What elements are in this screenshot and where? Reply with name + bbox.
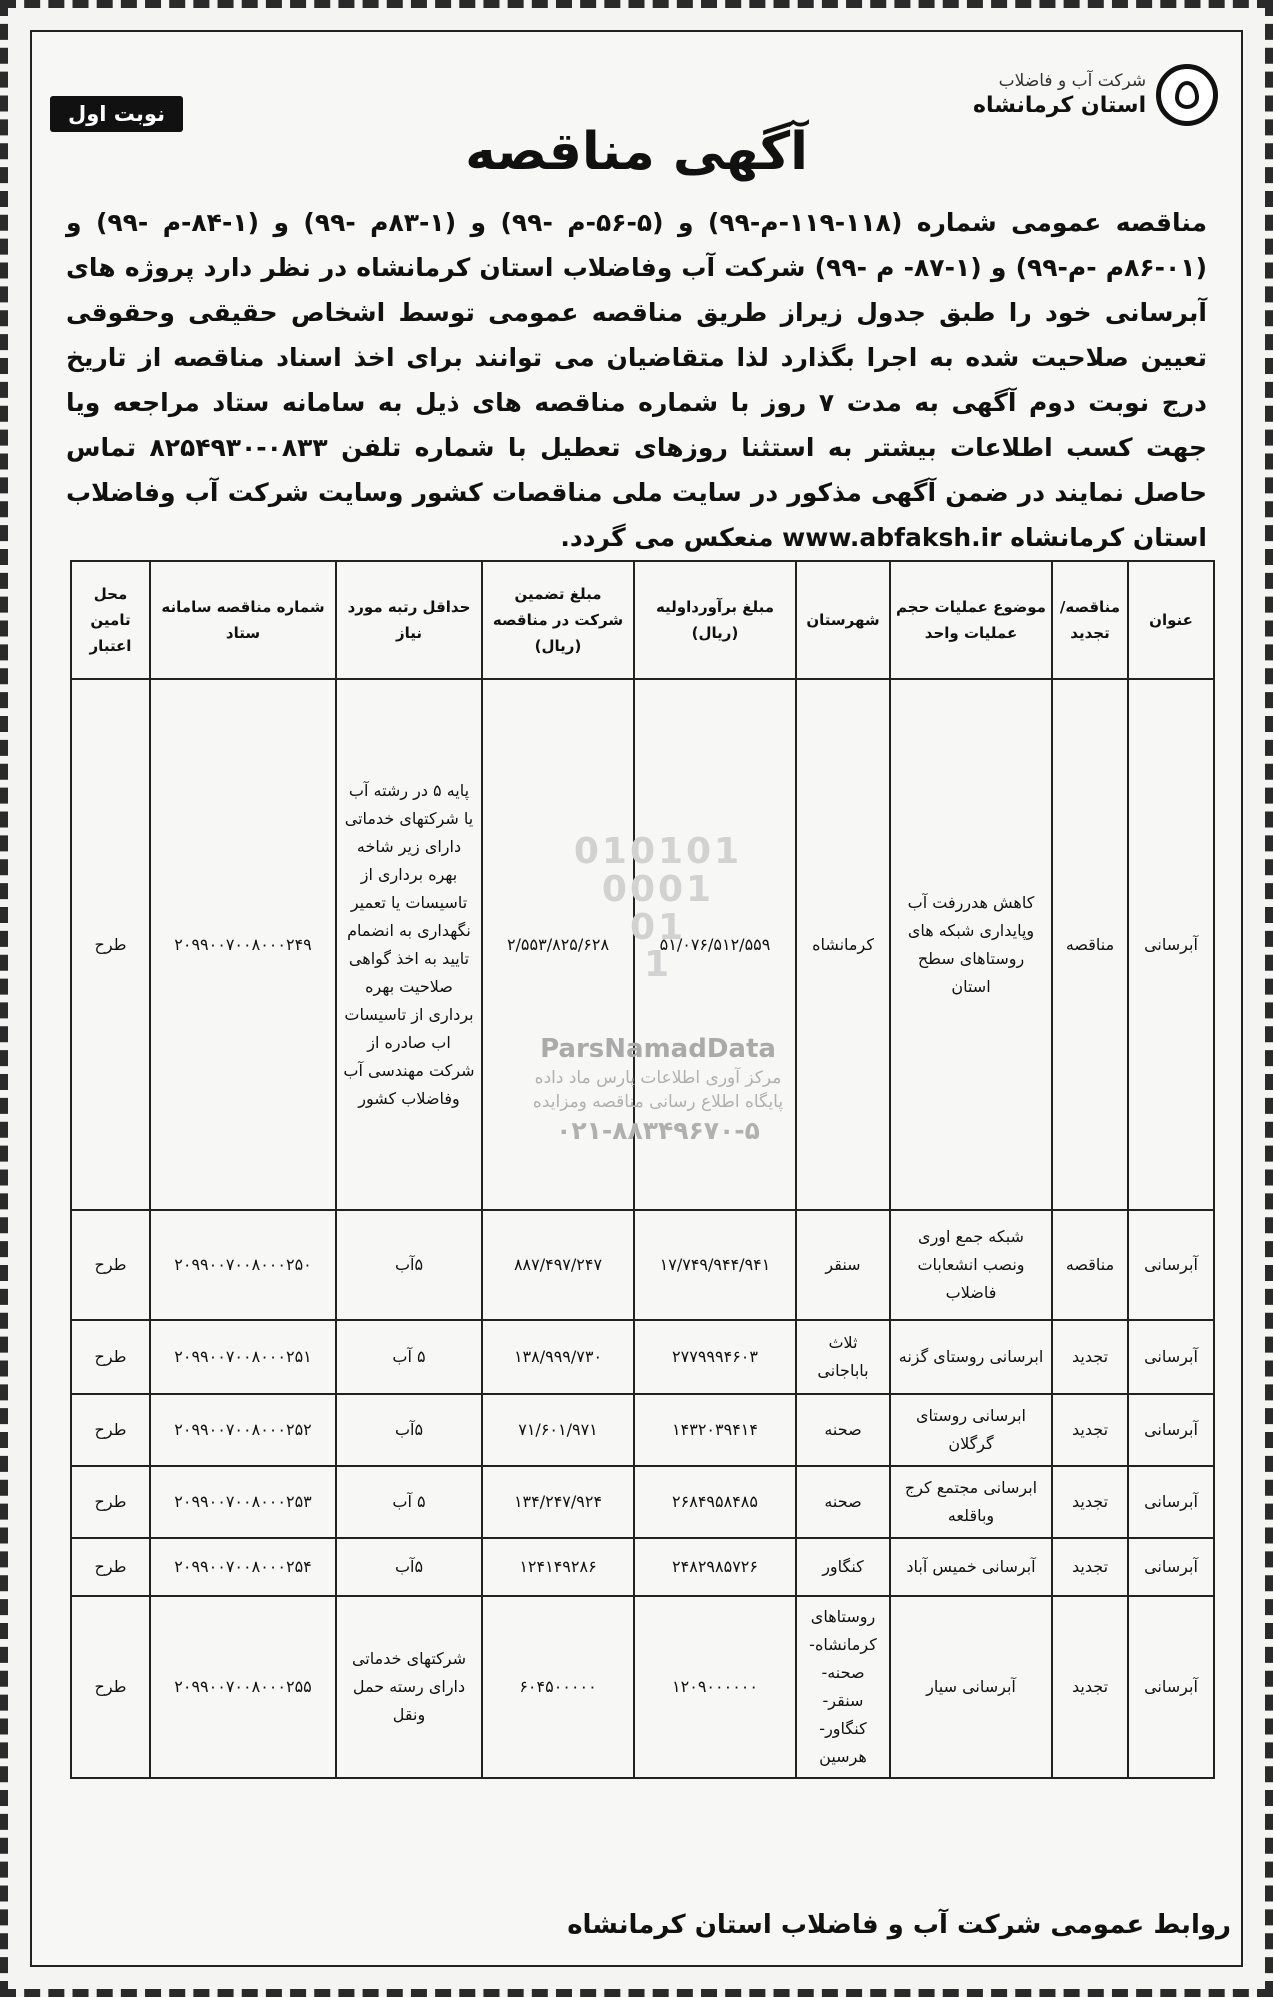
table-row [71,1320,1214,1394]
watermark-digits-4: 1 [643,944,673,986]
cell-title: آبرسانی [1128,1538,1214,1596]
cell-guarantee: ۷۱/۶۰۱/۹۷۱ [482,1394,634,1466]
cell-setad-number: ۲۰۹۹۰۰۷۰۰۸۰۰۰۲۵۱ [150,1320,336,1394]
table-header-row [71,561,1214,679]
header-subject: موضوع عملیات حجم عملیات واحد [890,561,1052,679]
company-name [973,71,1146,120]
cell-guarantee: ۱۳۴/۲۴۷/۹۲۴ [482,1466,634,1538]
cell-city: روستاهای کرمانشاه-صحنه-سنقر-کنگاور-هرسین [796,1596,890,1778]
watermark-line-1: مرکز آوری اطلاعات پارس ماد داده [534,1068,782,1089]
cell-setad-number: ۲۰۹۹۰۰۷۰۰۸۰۰۰۲۵۰ [150,1210,336,1320]
cell-title: آبرسانی [1128,1320,1214,1394]
cell-type: مناقصه [1052,679,1128,1210]
cell-type: مناقصه [1052,1210,1128,1320]
cell-grade: شرکتهای خدماتی دارای رسته حمل ونقل [336,1596,482,1778]
cell-city: صحنه [796,1394,890,1466]
company-label: شرکت آب و فاضلاب [998,70,1147,91]
cell-city: کنگاور [796,1538,890,1596]
publication-badge: نوبت اول [50,96,183,132]
cell-grade: ۵آب [336,1394,482,1466]
header-grade: حداقل رتبه مورد نیاز [336,561,482,679]
header-estimate: مبلغ برآورداولیه (ریال) [634,561,796,679]
cell-grade: ۵آب [336,1538,482,1596]
cell-grade: ۵ آب [336,1466,482,1538]
header-fund-source: محل تامین اعتبار [71,561,150,679]
cell-guarantee: ۶۰۴۵۰۰۰۰۰ [482,1596,634,1778]
cell-fund-source: طرح [71,1466,150,1538]
cell-guarantee: ۱۳۸/۹۹۹/۷۳۰ [482,1320,634,1394]
province-label: استان کرمانشاه [973,92,1147,118]
cell-subject: کاهش هدررفت آب وپایداری شبکه های روستاهای سطح استان [890,679,1052,1210]
cell-type: تجدید [1052,1466,1128,1538]
cell-grade: پایه ۵ در رشته آب یا شرکتهای خدماتی دارای زیر شاخه بهره برداری از تاسیسات یا تعمیر نگهداری به انضمام تایید به اخذ گواهی صلاحیت بهره برداری از تاسیسات اب صادره از شرکت مهندسی آب وفاضلاب کشور [336,679,482,1210]
table-row [71,1394,1214,1466]
header-city: شهرستان [796,561,890,679]
header-setad-number: شماره مناقصه سامانه ستاد [150,561,336,679]
cell-type: تجدید [1052,1394,1128,1466]
cell-fund-source: طرح [71,1538,150,1596]
table-row [71,1466,1214,1538]
watermark-line-2: پایگاه اطلاع رسانی مناقصه ومزایده [532,1092,784,1113]
cell-subject: ابرسانی روستای گزنه [890,1320,1052,1394]
cell-estimate: ۲۴۸۲۹۸۵۷۲۶ [634,1538,796,1596]
cell-city: سنقر [796,1210,890,1320]
table-row [71,679,1214,1210]
page-title: آگهی مناقصه [465,122,808,182]
cell-fund-source: طرح [71,1596,150,1778]
cell-guarantee: ۱۲۴۱۴۹۲۸۶ [482,1538,634,1596]
cell-subject: آبرسانی سیار [890,1596,1052,1778]
cell-subject: آبرسانی خمیس آباد [890,1538,1052,1596]
cell-estimate: ۱۴۳۲۰۳۹۴۱۴ [634,1394,796,1466]
cell-guarantee: ۲/۵۵۳/۸۲۵/۶۲۸ [482,679,634,1210]
cell-grade: ۵آب [336,1210,482,1320]
watermark-digits-2: 0001 [601,868,715,910]
cell-title: آبرسانی [1128,1210,1214,1320]
intro-paragraph: مناقصه عمومی شماره (۱۱۸-۱۱۹-م-۹۹) و (۵-۵۶-م -۹۹) و (۱-۸۳م -۹۹) و (۱-۸۴-م -۹۹) و (۰۱-۸۶م -م-۹۹) و (۱-۸۷- م -۹۹) شرکت آب وفاضلاب استان کرمانشاه در نظر دارد پروژه های آبرسانی خود را طبق جدول زیراز طریق مناقصه عمومی توسط اشخاص حقیقی وحقوقی تعیین صلاحیت شده به اجرا بگذارد لذا متقاضیان می توانند برای اخذ اسناد مناقصه از تاریخ درج نوبت دوم آگهی به مدت ۷ روز با شماره مناقصه های ذیل به سامانه ستاد مراجعه ویا جهت کسب اطلاعات بیشتر به استثنا روزهای تعطیل با شماره تلفن ۰۸۳۳-۸۲۵۴۹۳۰ تماس حاصل نمایند در ضمن آگهی مذکور در سایت ملی مناقصات کشور وسایت شرکت آب وفاضلاب استان کرمانشاه www.abfaksh.ir منعکس می گردد. [66,208,1208,552]
footer-signature: روابط عمومی شرکت آب و فاضلاب استان کرمانشاه [567,1910,1231,1940]
cell-title: آبرسانی [1128,679,1214,1210]
cell-fund-source: طرح [71,679,150,1210]
header-title: عنوان [1128,561,1214,679]
cell-estimate: ۵۱/۰۷۶/۵۱۲/۵۵۹ [634,679,796,1210]
header-guarantee: مبلغ تضمین شرکت در مناقصه (ریال) [482,561,634,679]
header-type: مناقصه/ تجدید [1052,561,1128,679]
cell-setad-number: ۲۰۹۹۰۰۷۰۰۸۰۰۰۲۵۵ [150,1596,336,1778]
cell-city: صحنه [796,1466,890,1538]
cell-city: ثلاث باباجانی [796,1320,890,1394]
watermark-brand: ParsNamadData [540,1034,776,1065]
watermark-digits-3: 01 [629,906,687,948]
cell-grade: ۵ آب [336,1320,482,1394]
cell-setad-number: ۲۰۹۹۰۰۷۰۰۸۰۰۰۲۵۳ [150,1466,336,1538]
cell-subject: ابرسانی مجتمع کرج وباقلعه [890,1466,1052,1538]
water-drop-logo-icon [1156,64,1218,126]
cell-estimate: ۲۷۷۹۹۹۴۶۰۳ [634,1320,796,1394]
cell-setad-number: ۲۰۹۹۰۰۷۰۰۸۰۰۰۲۵۲ [150,1394,336,1466]
cell-estimate: ۲۶۸۴۹۵۸۴۸۵ [634,1466,796,1538]
cell-guarantee: ۸۸۷/۴۹۷/۲۴۷ [482,1210,634,1320]
tender-table [70,560,1215,1779]
cell-setad-number: ۲۰۹۹۰۰۷۰۰۸۰۰۰۲۵۴ [150,1538,336,1596]
cell-estimate: ۱۲۰۹۰۰۰۰۰۰ [634,1596,796,1778]
table-row [71,1210,1214,1320]
cell-fund-source: طرح [71,1210,150,1320]
cell-subject: شبکه جمع اوری ونصب انشعابات فاضلاب [890,1210,1052,1320]
cell-setad-number: ۲۰۹۹۰۰۷۰۰۸۰۰۰۲۴۹ [150,679,336,1210]
watermark-digits-1: 010101 [573,831,743,872]
table-row [71,1596,1214,1778]
cell-title: آبرسانی [1128,1596,1214,1778]
cell-city: کرمانشاه [796,679,890,1210]
cell-fund-source: طرح [71,1394,150,1466]
cell-title: آبرسانی [1128,1394,1214,1466]
cell-fund-source: طرح [71,1320,150,1394]
cell-title: آبرسانی [1128,1466,1214,1538]
cell-type: تجدید [1052,1320,1128,1394]
cell-type: تجدید [1052,1596,1128,1778]
cell-subject: ابرسانی روستای گرگلان [890,1394,1052,1466]
cell-type: تجدید [1052,1538,1128,1596]
watermark-phone: ۰۲۱-۸۸۳۴۹۶۷۰-۵ [556,1116,760,1146]
table-row [71,1538,1214,1596]
cell-estimate: ۱۷/۷۴۹/۹۴۴/۹۴۱ [634,1210,796,1320]
